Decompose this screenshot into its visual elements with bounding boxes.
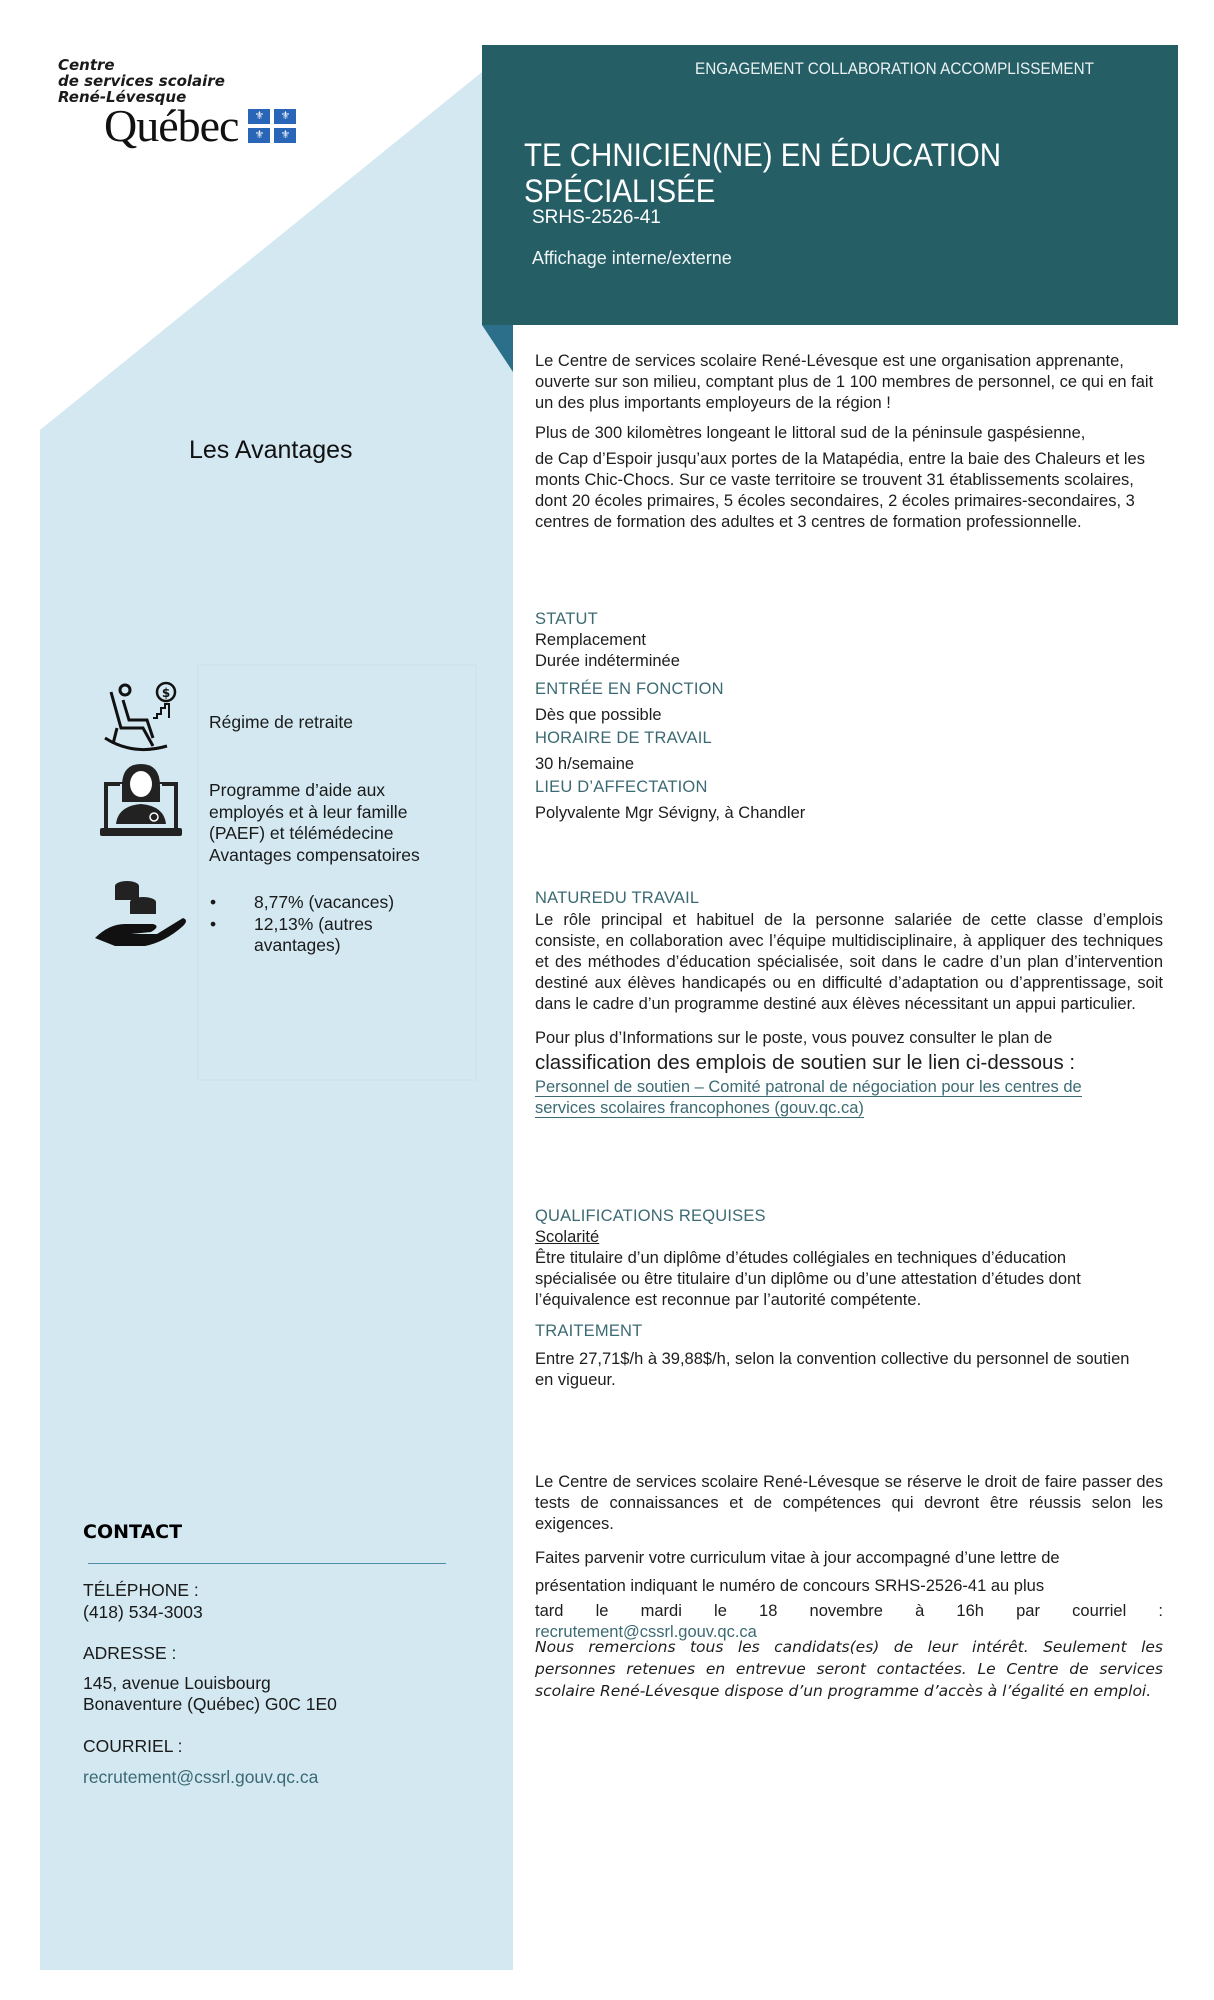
- lieu-label: LIEU D’AFFECTATION: [535, 778, 708, 796]
- header-tagline: ENGAGEMENT COLLABORATION ACCOMPLISSEMENT: [695, 59, 1095, 78]
- entree-value: Dès que possible: [535, 706, 662, 724]
- lieu-value: Polyvalente Mgr Sévigny, à Chandler: [535, 804, 806, 822]
- contact-divider: [88, 1563, 446, 1564]
- hand-coins-icon: [95, 878, 187, 952]
- tests-paragraph: Le Centre de services scolaire René-Lévesque se réserve le droit de faire passer des tests de connaissances et de compétences qui devront être réussis selon les exigences.: [535, 1473, 1163, 1533]
- job-code: SRHS-2526-41: [532, 207, 661, 228]
- more-info-line-1: Pour plus d’Informations sur le poste, vous pouvez consulter le plan de: [535, 1029, 1053, 1047]
- header-banner: [482, 45, 1178, 325]
- apply-line-3: tard le mardi le 18 novembre à 16h par courriel :: [535, 1602, 1163, 1620]
- address-line-2: Bonaventure (Québec) G0C 1E0: [83, 1694, 337, 1714]
- intro-paragraph-1: Le Centre de services scolaire René-Lévesque est une organisation apprenante, ouverte sur son milieu, comptant plus de 1 100 membres de personnel, ce qui en fait un des plus importants employeurs de la région !: [535, 352, 1154, 412]
- logo-line-3: René-Lévesque: [58, 88, 187, 106]
- horaire-label: HORAIRE DE TRAVAIL: [535, 729, 712, 747]
- intro-section: [535, 351, 1160, 533]
- bullet-icon: •: [210, 892, 217, 912]
- more-info-line-2: classification des emplois de soutien sur le lien ci-dessous :: [535, 1051, 1076, 1074]
- job-title: [524, 137, 1039, 209]
- statut-value-2: Durée indéterminée: [535, 652, 680, 670]
- compensation-item: • 8,77% (vacances): [210, 892, 395, 912]
- intro-paragraph-2-rest: de Cap d’Espoir jusqu’aux portes de la Matapédia, entre la baie des Chaleurs et les monts Chic-Chocs. Sur ce vaste territoire se trouvent 31 établissements scolaires, dont 20 écoles primaires, 5 écoles secondaires, 2 écoles primaires-secondaires, 3 centres de formation des adultes et 3 centres de formation professionnelle.: [535, 450, 1145, 531]
- qualifications-section: [535, 1206, 1135, 1391]
- retirement-chair-icon: [103, 680, 179, 752]
- statut-value-1: Remplacement: [535, 631, 646, 649]
- job-title-line-1: TE CHNICIEN(NE) EN ÉDUCATION: [524, 137, 1002, 173]
- thanks-paragraph: Nous remercions tous les candidats(es) de leur intérêt. Seulement les personnes retenues en entrevue seront contactées. Le Centre de services scolaire René-Lévesque dispose d’un programme d’accès à l’égalité en emploi.: [535, 1638, 1163, 1700]
- address-line-1: 145, avenue Louisbourg: [83, 1672, 271, 1693]
- qualifications-label: QUALIFICATIONS REQUISES: [535, 1207, 766, 1225]
- benefits-heading: Les Avantages: [189, 436, 353, 464]
- organization-logo: [58, 57, 296, 149]
- phone-value: (418) 534-3003: [83, 1601, 203, 1622]
- salary-label: TRAITEMENT: [535, 1322, 643, 1340]
- intro-paragraph-2-line-1: Plus de 300 kilomètres longeant le littoral sud de la péninsule gaspésienne,: [535, 424, 1086, 442]
- contact-heading: CONTACT: [83, 1521, 183, 1543]
- email-label: COURRIEL :: [83, 1735, 183, 1756]
- contact-email-link[interactable]: recrutement@cssrl.gouv.qc.ca: [83, 1767, 319, 1787]
- logo-line-1: Centre: [58, 56, 115, 74]
- salary-text: Entre 27,71$/h à 39,88$/h, selon la convention collective du personnel de soutien en vigueur.: [535, 1350, 1130, 1389]
- closing-section: [535, 1472, 1163, 1702]
- qualifications-text: Être titulaire d’un diplôme d’études collégiales en techniques d’éducation spécialisée ou être titulaire d’un diplôme ou d’une attestation d’études dont l’équivalence est reconnue par l’autorité compétente.: [535, 1249, 1081, 1309]
- statut-label: STATUT: [535, 610, 598, 628]
- nature-text: Le rôle principal et habituel de la personne salariée de cette classe d’emplois consiste, en collaboration avec l’équipe multidisciplinaire, à appliquer des techniques et des méthodes d’éducation spécialisée, soit dans le cadre d’un plan d’intervention destiné aux élèves handicapés ou en difficulté d’adaptation ou d’apprentissage, soit dans le cadre d’un programme destiné aux élèves nécessitant un appui particulier.: [535, 911, 1163, 1013]
- contact-block: [83, 1580, 483, 1789]
- nature-label: NATUREDU TRAVAIL: [535, 889, 700, 907]
- benefit-retirement: Régime de retraite: [209, 712, 353, 732]
- address-label: ADRESSE :: [83, 1643, 177, 1663]
- posting-type: Affichage interne/externe: [532, 248, 732, 268]
- apply-email-link[interactable]: recrutement@cssrl.gouv.qc.ca: [535, 1623, 757, 1641]
- nature-section: [535, 888, 1163, 1119]
- job-title-line-2: SPÉCIALISÉE: [524, 173, 716, 209]
- bullet-icon: •: [210, 913, 217, 934]
- logo-quebec-word: Québec: [104, 100, 239, 151]
- classification-link[interactable]: Personnel de soutien – Comité patronal de négociation pour les centres de services scolaires francophones (gouv.qc.ca): [535, 1078, 1082, 1117]
- telemedicine-doctor-icon: [100, 762, 182, 840]
- scolarite-label: Scolarité: [535, 1228, 600, 1246]
- logo-line-2: de services scolaire: [58, 72, 225, 90]
- phone-label: TÉLÉPHONE :: [83, 1580, 199, 1600]
- apply-line-2: présentation indiquant le numéro de concours SRHS-2526-41 au plus: [535, 1577, 1045, 1595]
- compensation-list: [210, 892, 420, 957]
- compensation-item: • 12,13% (autres avantages): [210, 913, 373, 955]
- benefit-paef: Programme d’aide aux employés et à leur famille (PAEF) et télémédecine Avantages compensatoires: [209, 780, 420, 865]
- svg-text:$: $: [161, 686, 171, 700]
- apply-line-1: Faites parvenir votre curriculum vitae à jour accompagné d’une lettre de: [535, 1549, 1060, 1567]
- job-details-section: [535, 609, 1160, 824]
- entree-label: ENTRÉE EN FONCTION: [535, 680, 724, 698]
- horaire-value: 30 h/semaine: [535, 755, 635, 773]
- quebec-flag-icon: ⚜ ⚜ ⚜ ⚜: [248, 109, 296, 143]
